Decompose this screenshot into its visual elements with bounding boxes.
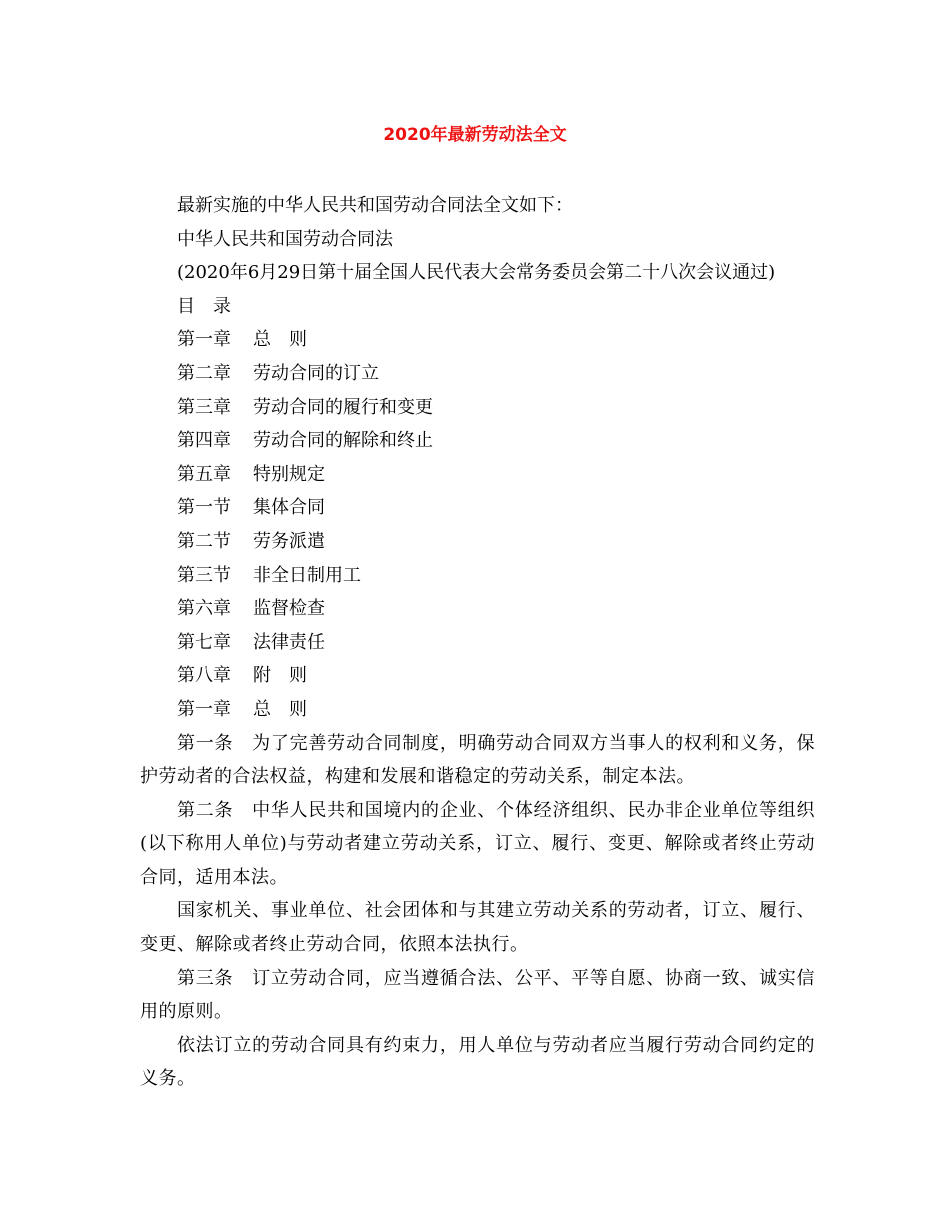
toc-item-text: 劳动合同的履行和变更: [253, 396, 433, 418]
toc-item-text: 特别规定: [253, 463, 325, 485]
toc-item: [140, 626, 815, 660]
law-name: 中华人民共和国劳动合同法: [177, 228, 393, 250]
toc-item: [140, 559, 815, 593]
toc-item-label: 第三章: [177, 396, 231, 418]
toc-item: [140, 323, 815, 357]
article-paragraph: 国家机关、事业单位、社会团体和与其建立劳动关系的劳动者，订立、履行、变更、解除或者终止劳动合同，依照本法执行。: [140, 900, 815, 956]
toc-item-text: 集体合同: [253, 497, 325, 519]
toc-item-text: 监督检查: [253, 598, 325, 620]
chapter-heading-text: 总 则: [253, 698, 307, 720]
toc-item-text: 劳动合同的解除和终止: [253, 430, 433, 452]
adoption-note: (2020年6月29日第十届全国人民代表大会常务委员会第二十八次会议通过): [177, 262, 776, 284]
document-title: 2020年最新劳动法全文: [383, 125, 567, 145]
toc-item-label: 第二节: [177, 530, 231, 552]
toc-item: [140, 525, 815, 559]
toc-item-label: 第五章: [177, 463, 231, 485]
intro-line: 最新实施的中华人民共和国劳动合同法全文如下：: [177, 195, 573, 216]
toc-item-label: 第一章: [177, 329, 231, 351]
toc-item: [140, 458, 815, 492]
chapter-heading-label: 第一章: [177, 698, 231, 720]
toc-heading: 目 录: [177, 295, 231, 317]
toc-item: [140, 659, 815, 693]
document-body: [140, 189, 815, 1096]
toc-item-label: 第三节: [177, 564, 231, 586]
toc-item-label: 第四章: [177, 430, 231, 452]
toc-item-label: 第八章: [177, 665, 231, 687]
toc-item-text: 非全日制用工: [253, 564, 361, 586]
toc-item: [140, 592, 815, 626]
toc-item: [140, 391, 815, 425]
toc-item-label: 第二章: [177, 362, 231, 384]
article-paragraph: 依法订立的劳动合同具有约束力，用人单位与劳动者应当履行劳动合同约定的义务。: [140, 1034, 815, 1090]
toc-item-text: 劳务派遣: [253, 530, 325, 552]
toc-item: [140, 424, 815, 458]
article-paragraph: 第二条 中华人民共和国境内的企业、个体经济组织、民办非企业单位等组织(以下称用人单位)与劳动者建立劳动关系，订立、履行、变更、解除或者终止劳动合同，适用本法。: [140, 799, 815, 888]
toc-item-label: 第一节: [177, 497, 231, 519]
table-of-contents: [140, 323, 815, 693]
article-paragraph: 第一条 为了完善劳动合同制度，明确劳动合同双方当事人的权利和义务，保护劳动者的合法权益，构建和发展和谐稳定的劳动关系，制定本法。: [140, 732, 815, 788]
toc-item: [140, 357, 815, 391]
toc-item-text: 总 则: [253, 329, 307, 351]
toc-item-text: 法律责任: [253, 631, 325, 653]
toc-item-text: 劳动合同的订立: [253, 362, 379, 384]
article-paragraph: 第三条 订立劳动合同，应当遵循合法、公平、平等自愿、协商一致、诚实信用的原则。: [140, 967, 815, 1023]
chapter-heading: [140, 693, 815, 727]
toc-item-label: 第六章: [177, 598, 231, 620]
toc-item: [140, 491, 815, 525]
toc-item-label: 第七章: [177, 631, 231, 653]
toc-item-text: 附 则: [253, 665, 307, 687]
